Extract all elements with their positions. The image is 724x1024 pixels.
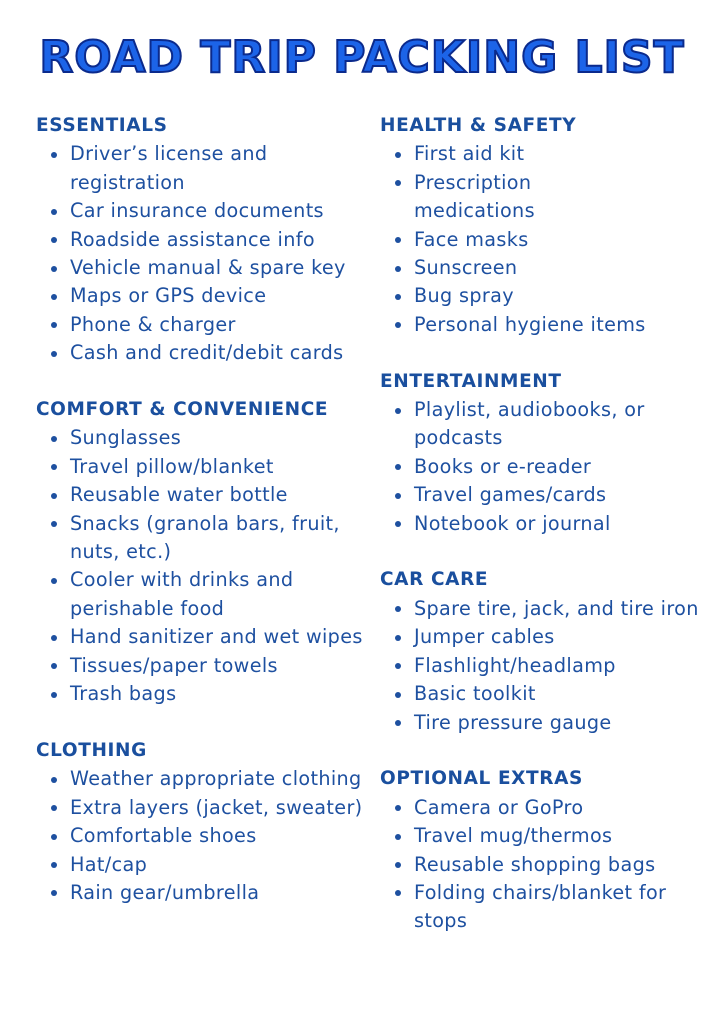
bullet-icon xyxy=(51,663,57,669)
bullet-icon xyxy=(51,436,57,442)
page-title: ROAD TRIP PACKING LIST xyxy=(39,32,685,83)
list-item xyxy=(36,652,381,680)
bullet-icon xyxy=(51,578,57,584)
list-item-text: Cooler with drinks and perishable food xyxy=(70,568,294,620)
list-item-text: Basic toolkit xyxy=(414,682,536,706)
bullet-icon xyxy=(395,266,401,272)
list-item xyxy=(380,879,704,936)
section-optional xyxy=(380,765,710,935)
bullet-icon xyxy=(395,692,401,698)
bullet-icon xyxy=(395,464,401,470)
list-item-text: Tissues/paper towels xyxy=(70,653,278,677)
bullet-icon xyxy=(395,635,401,641)
bullet-icon xyxy=(51,521,57,527)
bullet-icon xyxy=(395,521,401,527)
bullet-icon xyxy=(395,408,401,414)
bullet-icon xyxy=(51,692,57,698)
bullet-icon xyxy=(51,862,57,868)
list-item-text: Folding chairs/blanket for stops xyxy=(414,880,667,933)
right-column xyxy=(380,112,710,964)
list-item xyxy=(380,396,724,453)
bullet-icon xyxy=(395,720,401,726)
list-item-text: First aid kit xyxy=(414,142,525,166)
list-item xyxy=(380,226,710,254)
bullet-icon xyxy=(51,294,57,300)
list-item xyxy=(36,311,381,339)
list-item-text: Car insurance documents xyxy=(70,199,324,223)
section-essentials xyxy=(36,112,381,368)
bullet-icon xyxy=(51,152,57,158)
list-item-text: Snacks (granola bars, fruit, nuts, etc.) xyxy=(70,511,340,564)
list-item xyxy=(380,794,710,822)
list-item-text: Roadside assistance info xyxy=(70,227,315,251)
list-item xyxy=(380,652,710,680)
list-item xyxy=(36,623,370,651)
list-item xyxy=(380,282,710,310)
list-item xyxy=(380,709,710,737)
section-heading-essentials: ESSENTIALS xyxy=(36,115,168,136)
bullet-icon xyxy=(51,805,57,811)
list-item-text: Hat/cap xyxy=(70,852,148,876)
list-item xyxy=(380,623,710,651)
section-clothing xyxy=(36,737,381,907)
list-item xyxy=(36,226,381,254)
bullet-icon xyxy=(395,237,401,243)
list-item-text: Travel games/cards xyxy=(414,483,607,507)
section-heading-car-care: CAR CARE xyxy=(380,569,489,591)
section-comfort xyxy=(36,396,381,708)
list-item xyxy=(380,851,710,879)
bullet-icon xyxy=(51,237,57,243)
left-column xyxy=(36,112,381,936)
list-item-text: Bug spray xyxy=(414,284,514,308)
list-item xyxy=(36,794,370,822)
bullet-icon xyxy=(395,493,401,499)
section-car-care xyxy=(380,566,710,736)
list-item-text: Driver’s license and registration xyxy=(70,142,268,194)
list-item xyxy=(36,680,381,708)
bullet-icon xyxy=(51,777,57,783)
list-item xyxy=(36,140,370,197)
list-item-text: Vehicle manual & spare key xyxy=(70,256,346,280)
list-item xyxy=(380,311,710,339)
bullet-icon xyxy=(395,862,401,868)
list-item-text: Cash and credit/debit cards xyxy=(70,341,344,365)
list-item-text: Playlist, audiobooks, or podcasts xyxy=(414,398,645,450)
comfort-list xyxy=(36,424,381,708)
list-item xyxy=(380,140,710,168)
list-item xyxy=(36,510,381,567)
bullet-icon xyxy=(51,351,57,357)
list-item-text: Personal hygiene items xyxy=(414,312,646,336)
list-item xyxy=(380,510,710,538)
list-item xyxy=(380,254,710,282)
list-item-text: Extra layers (jacket, sweater) xyxy=(70,795,363,819)
list-item xyxy=(380,822,710,850)
list-item-text: Sunscreen xyxy=(414,256,518,280)
list-item xyxy=(36,822,381,850)
section-heading-comfort: COMFORT & CONVENIENCE xyxy=(36,399,329,421)
list-item-text: Notebook or journal xyxy=(414,511,611,535)
bullet-icon xyxy=(395,890,401,896)
list-item-text: Phone & charger xyxy=(70,312,236,336)
list-item-text: Books or e-reader xyxy=(414,454,592,478)
list-item xyxy=(36,481,381,509)
bullet-icon xyxy=(395,152,401,158)
bullet-icon xyxy=(51,834,57,840)
list-item-text: Spare tire, jack, and tire iron xyxy=(414,596,699,620)
bullet-icon xyxy=(395,294,401,300)
list-item-text: Comfortable shoes xyxy=(70,824,257,848)
list-item-text: Prescription medications xyxy=(414,170,535,223)
list-item xyxy=(36,197,381,225)
list-item xyxy=(36,254,381,282)
list-item-text: Reusable shopping bags xyxy=(414,852,656,876)
section-heading-optional: OPTIONAL EXTRAS xyxy=(380,768,583,790)
list-item-text: Jumper cables xyxy=(414,625,555,649)
bullet-icon xyxy=(51,464,57,470)
section-entertainment xyxy=(380,368,710,538)
list-item xyxy=(36,851,381,879)
bullet-icon xyxy=(51,493,57,499)
list-item-text: Rain gear/umbrella xyxy=(70,880,260,904)
bullet-icon xyxy=(51,322,57,328)
optional-list xyxy=(380,794,710,936)
bullet-icon xyxy=(395,805,401,811)
bullet-icon xyxy=(395,606,401,612)
list-item xyxy=(380,595,724,623)
entertainment-list xyxy=(380,396,710,538)
bullet-icon xyxy=(51,635,57,641)
list-item xyxy=(380,169,614,226)
list-item-text: Reusable water bottle xyxy=(70,483,288,507)
car-care-list xyxy=(380,595,710,737)
list-item xyxy=(380,481,710,509)
list-item xyxy=(36,424,381,452)
bullet-icon xyxy=(51,209,57,215)
bullet-icon xyxy=(395,834,401,840)
list-item-text: Weather appropriate clothing xyxy=(70,767,362,791)
list-item xyxy=(36,879,381,907)
list-item xyxy=(36,339,381,367)
list-item-text: Travel pillow/blanket xyxy=(70,454,274,478)
bullet-icon xyxy=(395,180,401,186)
list-item-text: Camera or GoPro xyxy=(414,795,584,819)
list-item xyxy=(380,453,710,481)
list-item xyxy=(36,566,370,623)
list-item-text: Hand sanitizer and wet wipes xyxy=(70,625,363,649)
section-health xyxy=(380,112,710,339)
clothing-list xyxy=(36,765,381,907)
bullet-icon xyxy=(395,663,401,669)
list-item xyxy=(380,680,710,708)
list-item-text: Maps or GPS device xyxy=(70,284,267,308)
health-list xyxy=(380,140,710,339)
list-item-text: Face masks xyxy=(414,227,529,251)
list-item-text: Tire pressure gauge xyxy=(414,710,612,734)
section-heading-entertainment: ENTERTAINMENT xyxy=(380,370,562,392)
bullet-icon xyxy=(51,890,57,896)
section-heading-health: HEALTH & SAFETY xyxy=(380,115,577,136)
list-item-text: Sunglasses xyxy=(70,426,182,450)
list-item xyxy=(36,282,381,310)
section-heading-clothing: CLOTHING xyxy=(36,739,147,761)
list-item xyxy=(36,453,381,481)
list-item-text: Flashlight/headlamp xyxy=(414,653,616,677)
list-item xyxy=(36,765,370,793)
list-item-text: Trash bags xyxy=(70,682,177,706)
list-item-text: Travel mug/thermos xyxy=(414,824,613,848)
bullet-icon xyxy=(51,266,57,272)
essentials-list xyxy=(36,140,381,367)
bullet-icon xyxy=(395,322,401,328)
